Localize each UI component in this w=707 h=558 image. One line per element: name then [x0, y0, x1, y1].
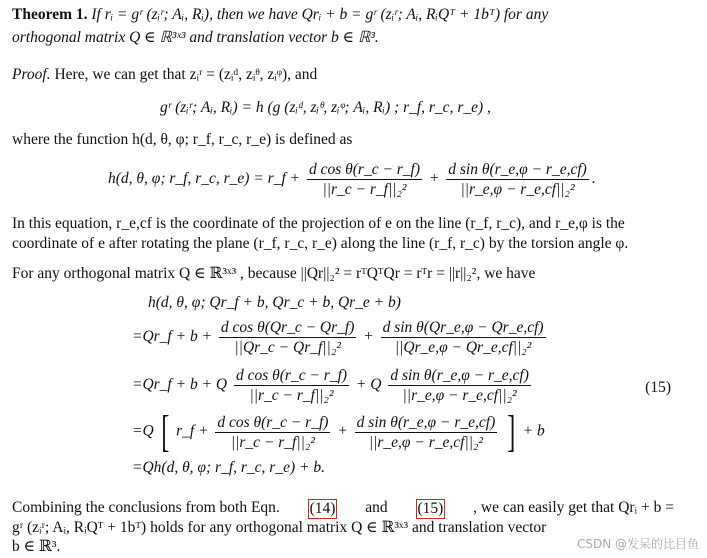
paragraph-1-line1: In this equation, r_e,cf is the coordinate of the projection of e on the line (r_f, r_c), and r_e,φ is the — [12, 215, 625, 232]
row2-fraction-1-num: d cos θ(r_c − r_f) — [235, 367, 348, 384]
watermark: CSDN @发呆的比目鱼 — [576, 537, 699, 551]
row3-fraction-2-den: ||r_e,φ − r_e,cf||₂² — [368, 433, 483, 451]
equation-number: (15) — [645, 379, 671, 396]
conclusion-text-a: Combining the conclusions from both Eqn. — [12, 499, 280, 516]
theorem-label: Theorem 1. — [12, 6, 88, 23]
equation-ref-14[interactable]: (14) — [309, 500, 336, 517]
row3-fraction-2-num: d sin θ(r_e,φ − r_e,cf) — [356, 413, 496, 431]
where-line: where the function h(d, θ, φ; r_f, r_c, r_e) is defined as — [12, 131, 353, 148]
equation-g: gʳ (zᵢʳ; Aᵢ, Rᵢ) = h (g (zᵢᵈ, zᵢᶿ, zᵢᵠ; Aᵢ, Rᵢ) ; r_f, r_c, r_e) , — [160, 99, 491, 116]
derivation-row-1: =Qr_f + b + $\frac{\text{d cos θ(Qr\_c − Qr\_f)}}{\text{||Qr\_c − Qr\_f||₂²}}$ + $\frac{\text{d sin θ(Qr\_e,φ − Qr\_e,cf)}}{\text{||Qr\_e,φ − Qr\_e,cf||₂²}}$ — [132, 319, 544, 356]
row2-fraction-1-den: ||r_c − r_f||₂² — [249, 387, 334, 404]
derivation-row-2 — [132, 366, 534, 405]
row2-fraction-2-den: ||r_e,φ − r_e,cf||₂² — [402, 387, 517, 404]
row3-lhs: =Q — [132, 422, 154, 440]
proof-label: Proof. — [12, 66, 51, 83]
row3-fraction-1-den: ||r_c − r_f||₂² — [230, 433, 315, 451]
row1-fraction-2-den: ||Qr_e,φ − Qr_e,cf||₂² — [394, 339, 532, 356]
h-fraction-2-num: d sin θ(r_e,φ − r_e,cf) — [448, 161, 587, 178]
right-bracket-icon: ] — [507, 407, 516, 456]
conclusion-text-b: , we can easily get that Qrᵢ + b = — [473, 499, 674, 516]
h-fraction-1 — [307, 160, 422, 199]
paragraph-2-line1: For any orthogonal matrix Q ∈ ℝ³ˣ³ , because ||Qr||₂² = rᵀQᵀQr = rᵀr = ||r||₂², we have — [12, 265, 536, 282]
h-fraction-1-den: ||r_c − r_f||₂² — [322, 181, 407, 198]
derivation-row-0: h(d, θ, φ; Qr_f + b, Qr_c + b, Qr_e + b) — [148, 294, 401, 311]
row3-inner: r_f + — [176, 422, 209, 440]
row2-fraction-2-num: d sin θ(r_e,φ − r_e,cf) — [390, 367, 529, 384]
proof-line1: Here, we can get that zᵢʳ = (zᵢᵈ, zᵢᶿ, zᵢᵠ), and — [54, 66, 318, 83]
theorem-statement — [12, 6, 548, 24]
row2-fraction-1 — [234, 366, 349, 405]
row3-fraction-1 — [215, 413, 330, 452]
theorem-text-line1: If rᵢ = gʳ (zᵢʳ; Aᵢ, Rᵢ), then we have Qrᵢ + b = gʳ (zᵢʳ; Aᵢ, RᵢQᵀ + 1bᵀ) for any — [91, 6, 549, 23]
row1-fraction-1-num: d cos θ(Qr_c − Qr_f) — [220, 319, 355, 336]
row1-fraction-1 — [219, 318, 356, 357]
h-fraction-2 — [446, 160, 589, 199]
row1-fraction-2-num: d sin θ(Qr_e,φ − Qr_e,cf) — [382, 319, 544, 336]
conclusion-line3: b ∈ ℝ³. — [12, 538, 61, 555]
derivation-row-4: =Qh(d, θ, φ; r_f, r_c, r_e) + b. — [132, 459, 325, 476]
paragraph-1-line2: coordinate of e after rotating the plane (r_f, r_c, r_e) along the line (r_f, r_c) by the torsion angle φ. — [12, 235, 629, 252]
derivation-row-3: =Q [ r_f + $\frac{\text{d cos θ(r\_c − r\_f)}}{\text{||r\_c − r\_f||₂²}}$ + $\frac{\text{d sin θ(r\_e,φ − r\_e,cf)}}{\text{||r\_e,φ − r\_e,cf||₂²}}$ ] + b — [132, 407, 545, 456]
row1-fraction-1-den: ||Qr_c − Qr_f||₂² — [234, 339, 341, 356]
equation-h-definition: h(d, θ, φ; r_f, r_c, r_e) = r_f + $\frac{\text{d cos θ(r\_c − r\_f)}}{\text{||r\_c − r\_f||₂²}}$ + $\frac{\text{d sin θ(r\_e,φ − r\_e,cf)}}{\text{||r\_e,φ − r\_e,cf||₂²}}$ . — [108, 161, 596, 198]
row1-fraction-2 — [381, 318, 546, 357]
h-fraction-2-den: ||r_e,φ − r_e,cf||₂² — [460, 181, 575, 198]
h-lhs: h(d, θ, φ; r_f, r_c, r_e) = r_f + — [108, 170, 301, 188]
conclusion-line1 — [12, 499, 674, 519]
equation-ref-15[interactable]: (15) — [417, 500, 444, 517]
row2-lhs: =Qr_f + b + Q — [132, 376, 228, 394]
conclusion-line2: gʳ (zᵢʳ; Aᵢ, RᵢQᵀ + 1bᵀ) holds for any orthogonal matrix Q ∈ ℝ³ˣ³ and translation vector — [12, 519, 547, 536]
proof-intro — [12, 66, 317, 84]
row3-tail: + b — [522, 422, 545, 440]
row2-mid: + Q — [355, 376, 382, 394]
conclusion-and: and — [365, 499, 388, 516]
row1-lhs: =Qr_f + b + — [132, 328, 213, 346]
row2-fraction-2 — [388, 366, 531, 405]
left-bracket-icon: [ — [160, 407, 169, 456]
h-fraction-1-num: d cos θ(r_c − r_f) — [308, 161, 421, 178]
theorem-text-line2: orthogonal matrix Q ∈ ℝ³ˣ³ and translation vector b ∈ ℝ³. — [12, 29, 379, 46]
row3-fraction-2 — [355, 413, 498, 452]
row3-fraction-1-num: d cos θ(r_c − r_f) — [217, 413, 329, 431]
